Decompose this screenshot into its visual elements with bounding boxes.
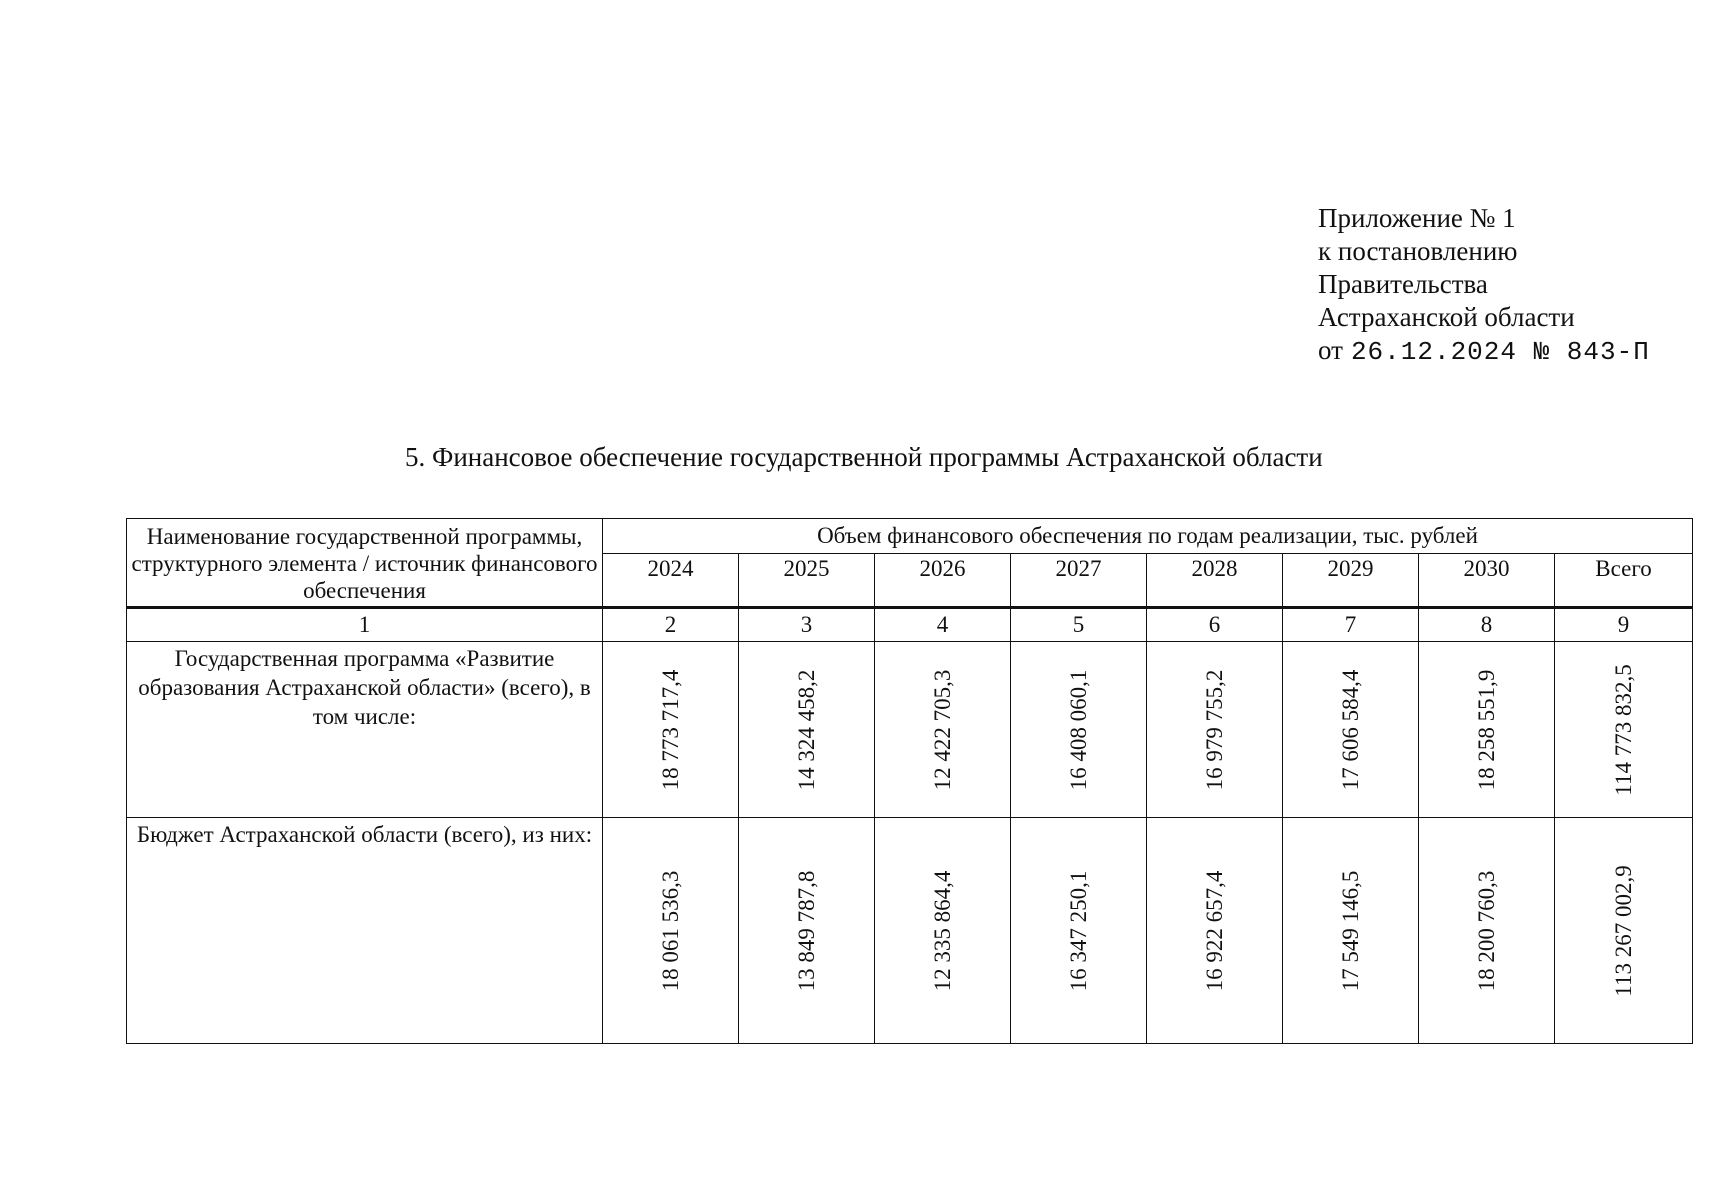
value-2026: 12 422 705,3 <box>929 669 955 790</box>
value-cell <box>1283 818 1419 1044</box>
value-2027: 16 408 060,1 <box>1065 669 1091 790</box>
value-2026: 12 335 864,4 <box>929 870 955 991</box>
value-cell <box>1011 642 1147 818</box>
annex-line-3: Правительства <box>1318 269 1488 299</box>
total-header: Всего <box>1555 554 1693 608</box>
year-header: 2026 <box>875 554 1011 608</box>
name-column-header: Наименование государственной программы, структурного элемента / источник финансового обеспечения <box>127 519 603 608</box>
value-2025: 13 849 787,8 <box>793 870 819 991</box>
value-cell <box>875 818 1011 1044</box>
value-2029: 17 549 146,5 <box>1337 870 1363 991</box>
financing-table <box>126 518 1693 1044</box>
column-number: 5 <box>1011 608 1147 642</box>
year-header: 2027 <box>1011 554 1147 608</box>
value-cell <box>603 818 739 1044</box>
table-row <box>127 642 1693 818</box>
value-cell <box>1419 818 1555 1044</box>
annex-line-4: Астраханской области <box>1318 302 1575 332</box>
column-number: 8 <box>1419 608 1555 642</box>
annex-line-2: к постановлению <box>1318 236 1518 266</box>
year-header: 2025 <box>739 554 875 608</box>
row-name-program: Государственная программа «Развитие образования Астраханской области» (всего), в том числе: <box>127 642 603 818</box>
value-2030: 18 200 760,3 <box>1473 870 1499 991</box>
column-number: 6 <box>1147 608 1283 642</box>
value-2028: 16 979 755,2 <box>1201 669 1227 790</box>
value-cell <box>1147 642 1283 818</box>
value-2027: 16 347 250,1 <box>1065 870 1091 991</box>
annex-line-1: Приложение № 1 <box>1318 203 1516 233</box>
row-name-budget: Бюджет Астраханской области (всего), из них: <box>127 818 603 1044</box>
volume-header: Объем финансового обеспечения по годам реализации, тыс. рублей <box>603 519 1693 554</box>
value-2024: 18 773 717,4 <box>657 669 683 790</box>
year-header: 2029 <box>1283 554 1419 608</box>
column-number: 9 <box>1555 608 1693 642</box>
section-title: 5. Финансовое обеспечение государственной программы Астраханской области <box>405 442 1323 472</box>
column-number: 2 <box>603 608 739 642</box>
annex-header <box>1318 202 1650 369</box>
year-header: 2024 <box>603 554 739 608</box>
column-number: 7 <box>1283 608 1419 642</box>
value-2030: 18 258 551,9 <box>1473 669 1499 790</box>
value-cell <box>1555 642 1693 818</box>
value-cell <box>1555 818 1693 1044</box>
value-cell <box>739 818 875 1044</box>
column-number: 1 <box>127 608 603 642</box>
value-cell <box>1011 818 1147 1044</box>
value-cell <box>875 642 1011 818</box>
column-number-row <box>127 608 1693 642</box>
value-cell <box>1419 642 1555 818</box>
value-total: 114 773 832,5 <box>1610 663 1636 796</box>
value-cell <box>1147 818 1283 1044</box>
value-cell <box>1283 642 1419 818</box>
table-row <box>127 818 1693 1044</box>
column-number: 4 <box>875 608 1011 642</box>
annex-date-prefix: от <box>1318 335 1343 365</box>
value-cell <box>739 642 875 818</box>
annex-date-line <box>1318 334 1650 369</box>
column-number: 3 <box>739 608 875 642</box>
value-cell <box>603 642 739 818</box>
year-header: 2028 <box>1147 554 1283 608</box>
value-2029: 17 606 584,4 <box>1337 669 1363 790</box>
year-header: 2030 <box>1419 554 1555 608</box>
value-2024: 18 061 536,3 <box>657 870 683 991</box>
value-2025: 14 324 458,2 <box>793 669 819 790</box>
annex-date-stamp: 26.12.2024 № 843-П <box>1350 337 1650 367</box>
value-2028: 16 922 657,4 <box>1201 870 1227 991</box>
value-total: 113 267 002,9 <box>1610 864 1636 997</box>
